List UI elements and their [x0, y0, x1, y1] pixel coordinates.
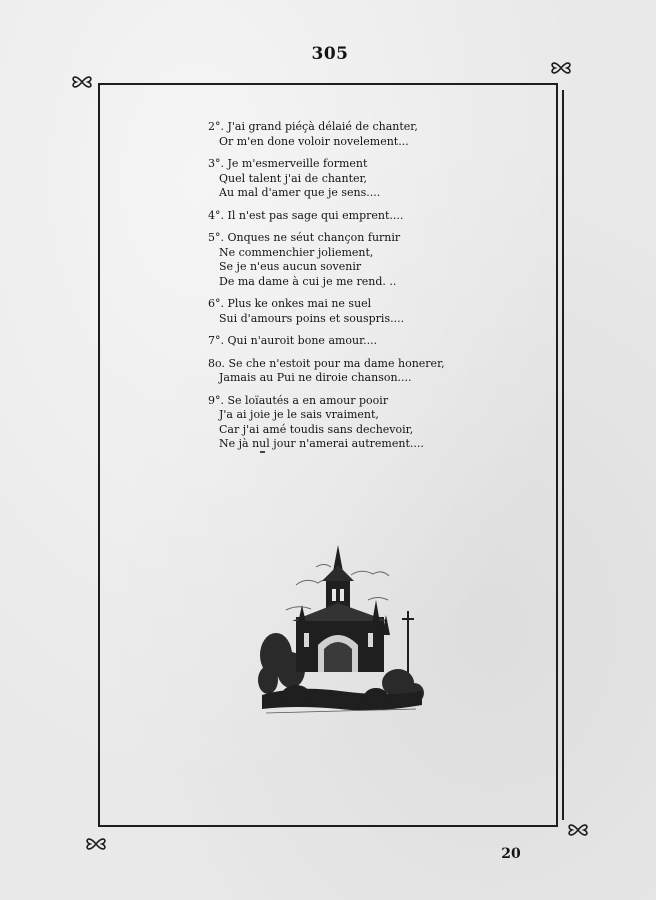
stanza-number: 8o. — [208, 356, 225, 370]
verse-line: Quel talent j'ai de chanter, — [219, 171, 368, 185]
stanza — [208, 157, 508, 201]
frame-double-rule — [562, 90, 564, 820]
stanza-number: 2°. — [208, 120, 224, 133]
verse-line: Se che n'estoit pour ma dame honerer, — [228, 356, 445, 370]
verse-line: Plus ke onkes mai ne suel — [227, 297, 372, 310]
verse-line: Car j'ai amé toudis sans dechevoir, — [219, 422, 414, 436]
verse-line: Onques ne séut chançon furnir — [227, 231, 401, 244]
verse-line: Se je n'eus aucun sovenir — [219, 260, 362, 273]
verse-line: Au mal d'amer que je sens.... — [219, 186, 381, 199]
verse-line: J'a ai joie je le sais vraiment, — [219, 408, 379, 421]
stanza — [208, 357, 508, 386]
fleuron-corner-icon — [70, 70, 94, 94]
stanza — [208, 334, 508, 349]
stanza-number: 6°. — [208, 297, 224, 310]
stanza-number: 9°. — [208, 393, 224, 407]
verse-list — [208, 120, 508, 460]
verse-line: Sui d'amours poins et souspris.... — [219, 311, 405, 325]
stanza — [208, 209, 508, 224]
stanza-number: 7°. — [208, 334, 224, 347]
stanza-number: 3°. — [208, 157, 224, 170]
fleuron-corner-icon — [84, 832, 108, 856]
stanza — [208, 297, 508, 326]
fleuron-corner-icon — [549, 56, 573, 80]
verse-line: Se loïautés a en amour pooir — [227, 393, 389, 407]
verse-line: Il n'est pas sage qui emprent.... — [227, 208, 404, 222]
stanza — [208, 231, 508, 289]
verse-line: Or m'en done voloir novelement... — [219, 134, 409, 148]
verse-line: Ne jà nul jour n'amerai autrement.... — [219, 437, 424, 450]
church-vignette-illustration — [256, 545, 424, 717]
signature-mark: 20 — [501, 846, 521, 862]
page-number: 305 — [311, 44, 349, 64]
stanza — [208, 120, 508, 149]
fleuron-corner-icon — [566, 818, 590, 842]
verse-line: Je m'esmerveille forment — [227, 157, 368, 170]
stanza — [208, 394, 508, 452]
stanza-number: 4°. — [208, 208, 224, 222]
dash-mark — [260, 451, 265, 453]
stanza-number: 5°. — [208, 231, 224, 244]
verse-line: J'ai grand piéçà délaié de chanter, — [227, 120, 418, 133]
verse-line: Qui n'auroit bone amour.... — [227, 334, 378, 347]
verse-line: De ma dame à cui je me rend. .. — [219, 274, 397, 288]
verse-line: Ne commenchier joliement, — [219, 245, 374, 259]
verse-line: Jamais au Pui ne diroie chanson.... — [219, 371, 412, 384]
